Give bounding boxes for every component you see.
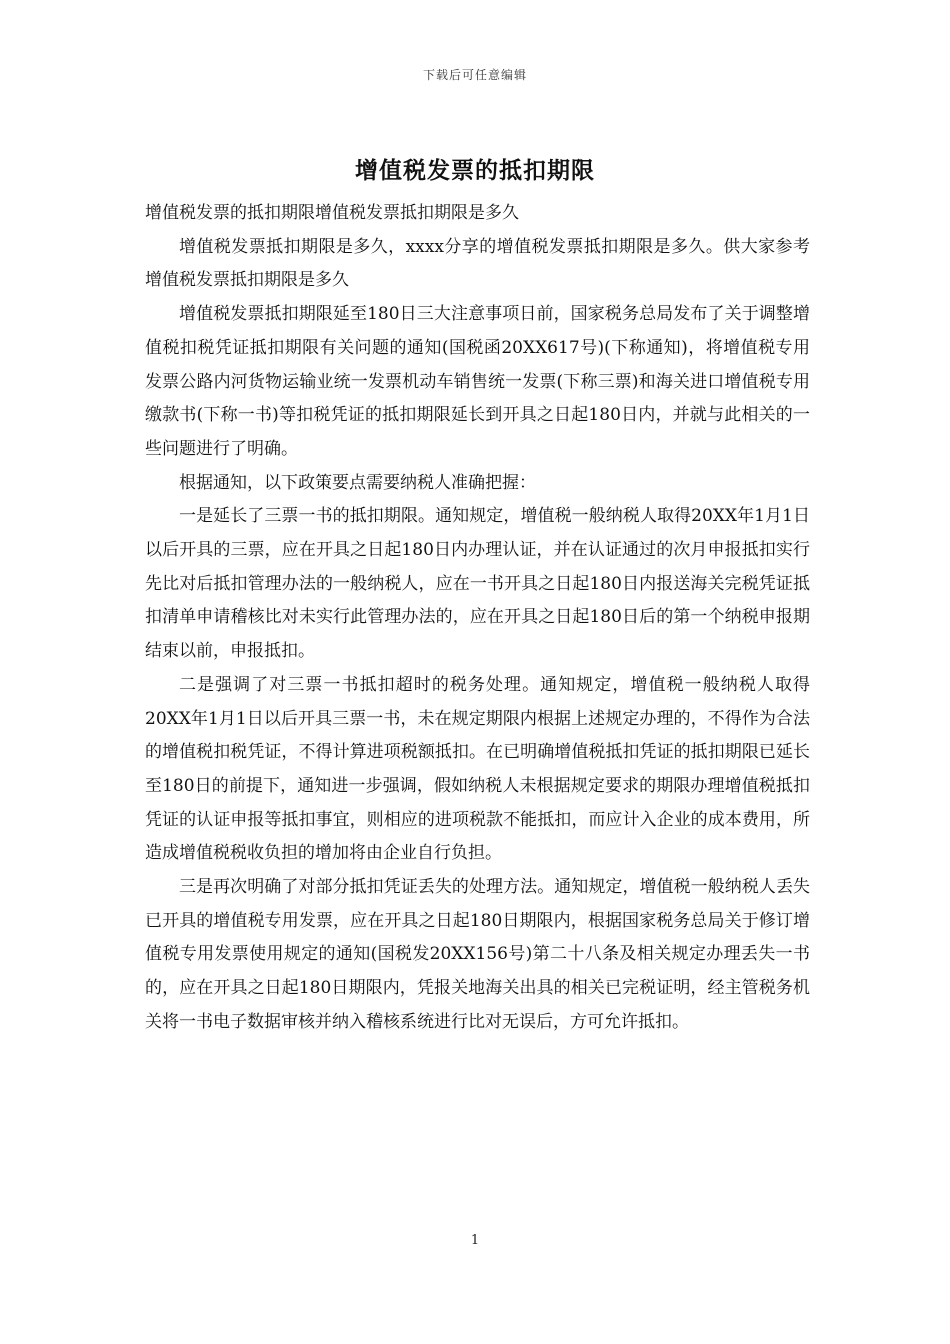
page-number: 1 [470, 1233, 480, 1248]
document-body [145, 197, 810, 1040]
page-header: 下载后可任意编辑 [422, 68, 527, 82]
paragraph-notice: 增值税发票抵扣期限延至180日三大注意事项日前，国家税务总局发布了关于调整增值税扣税凭证抵扣期限有关问题的通知(国税函20XX617号)(下称通知)，将增值税专用发票公路内河货物运输业统一发票机动车销售统一发票(下称三票)和海关进口增值税专用缴款书(下称一书)等扣税凭证的抵扣期限延长到开具之日起180日内，并就与此相关的一些问题进行了明确。 [145, 304, 811, 459]
subtitle-line: 增值税发票的抵扣期限增值税发票抵扣期限是多久 [145, 203, 519, 223]
document-title: 增值税发票的抵扣期限 [355, 157, 595, 184]
paragraph-point-two: 二是强调了对三票一书抵扣超时的税务处理。通知规定，增值税一般纳税人取得20XX年1月1日以后开具三票一书，未在规定期限内根据上述规定办理的，不得作为合法的增值税扣税凭证，不得计算进项税额抵扣。在已明确增值税抵扣凭证的抵扣期限已延长至180日的前提下，通知进一步强调，假如纳税人未根据规定要求的期限办理增值税抵扣凭证的认证申报等抵扣事宜，则相应的进项税款不能抵扣，而应计入企业的成本费用，所造成增值税税收负担的增加将由企业自行负担。 [145, 674, 810, 864]
paragraph-point-one: 一是延长了三票一书的抵扣期限。通知规定，增值税一般纳税人取得20XX年1月1日以后开具的三票，应在开具之日起180日内办理认证，并在认证通过的次月申报抵扣实行先比对后抵扣管理办法的一般纳税人，应在一书开具之日起180日内报送海关完税凭证抵扣清单申请稽核比对未实行此管理办法的，应在开具之日起180日后的第一个纳税申报期结束以前，申报抵扣。 [145, 506, 810, 662]
paragraph-point-three: 三是再次明确了对部分抵扣凭证丢失的处理方法。通知规定，增值税一般纳税人丢失已开具的增值税专用发票，应在开具之日起180日期限内，根据国家税务总局关于修订增值税专用发票使用规定的通知(国税发20XX156号)第二十八条及相关规定办理丢失一书的，应在开具之日起180日期限内，凭报关地海关出具的相关已完税证明，经主管税务机关将一书电子数据审核并纳入稽核系统进行比对无误后，方可允许抵扣。 [145, 877, 810, 1032]
paragraph-intro: 增值税发票抵扣期限是多久，xxxx分享的增值税发票抵扣期限是多久。供大家参考增值税发票抵扣期限是多久 [145, 236, 810, 291]
paragraph-policy-lead: 根据通知，以下政策要点需要纳税人准确把握： [179, 472, 536, 493]
